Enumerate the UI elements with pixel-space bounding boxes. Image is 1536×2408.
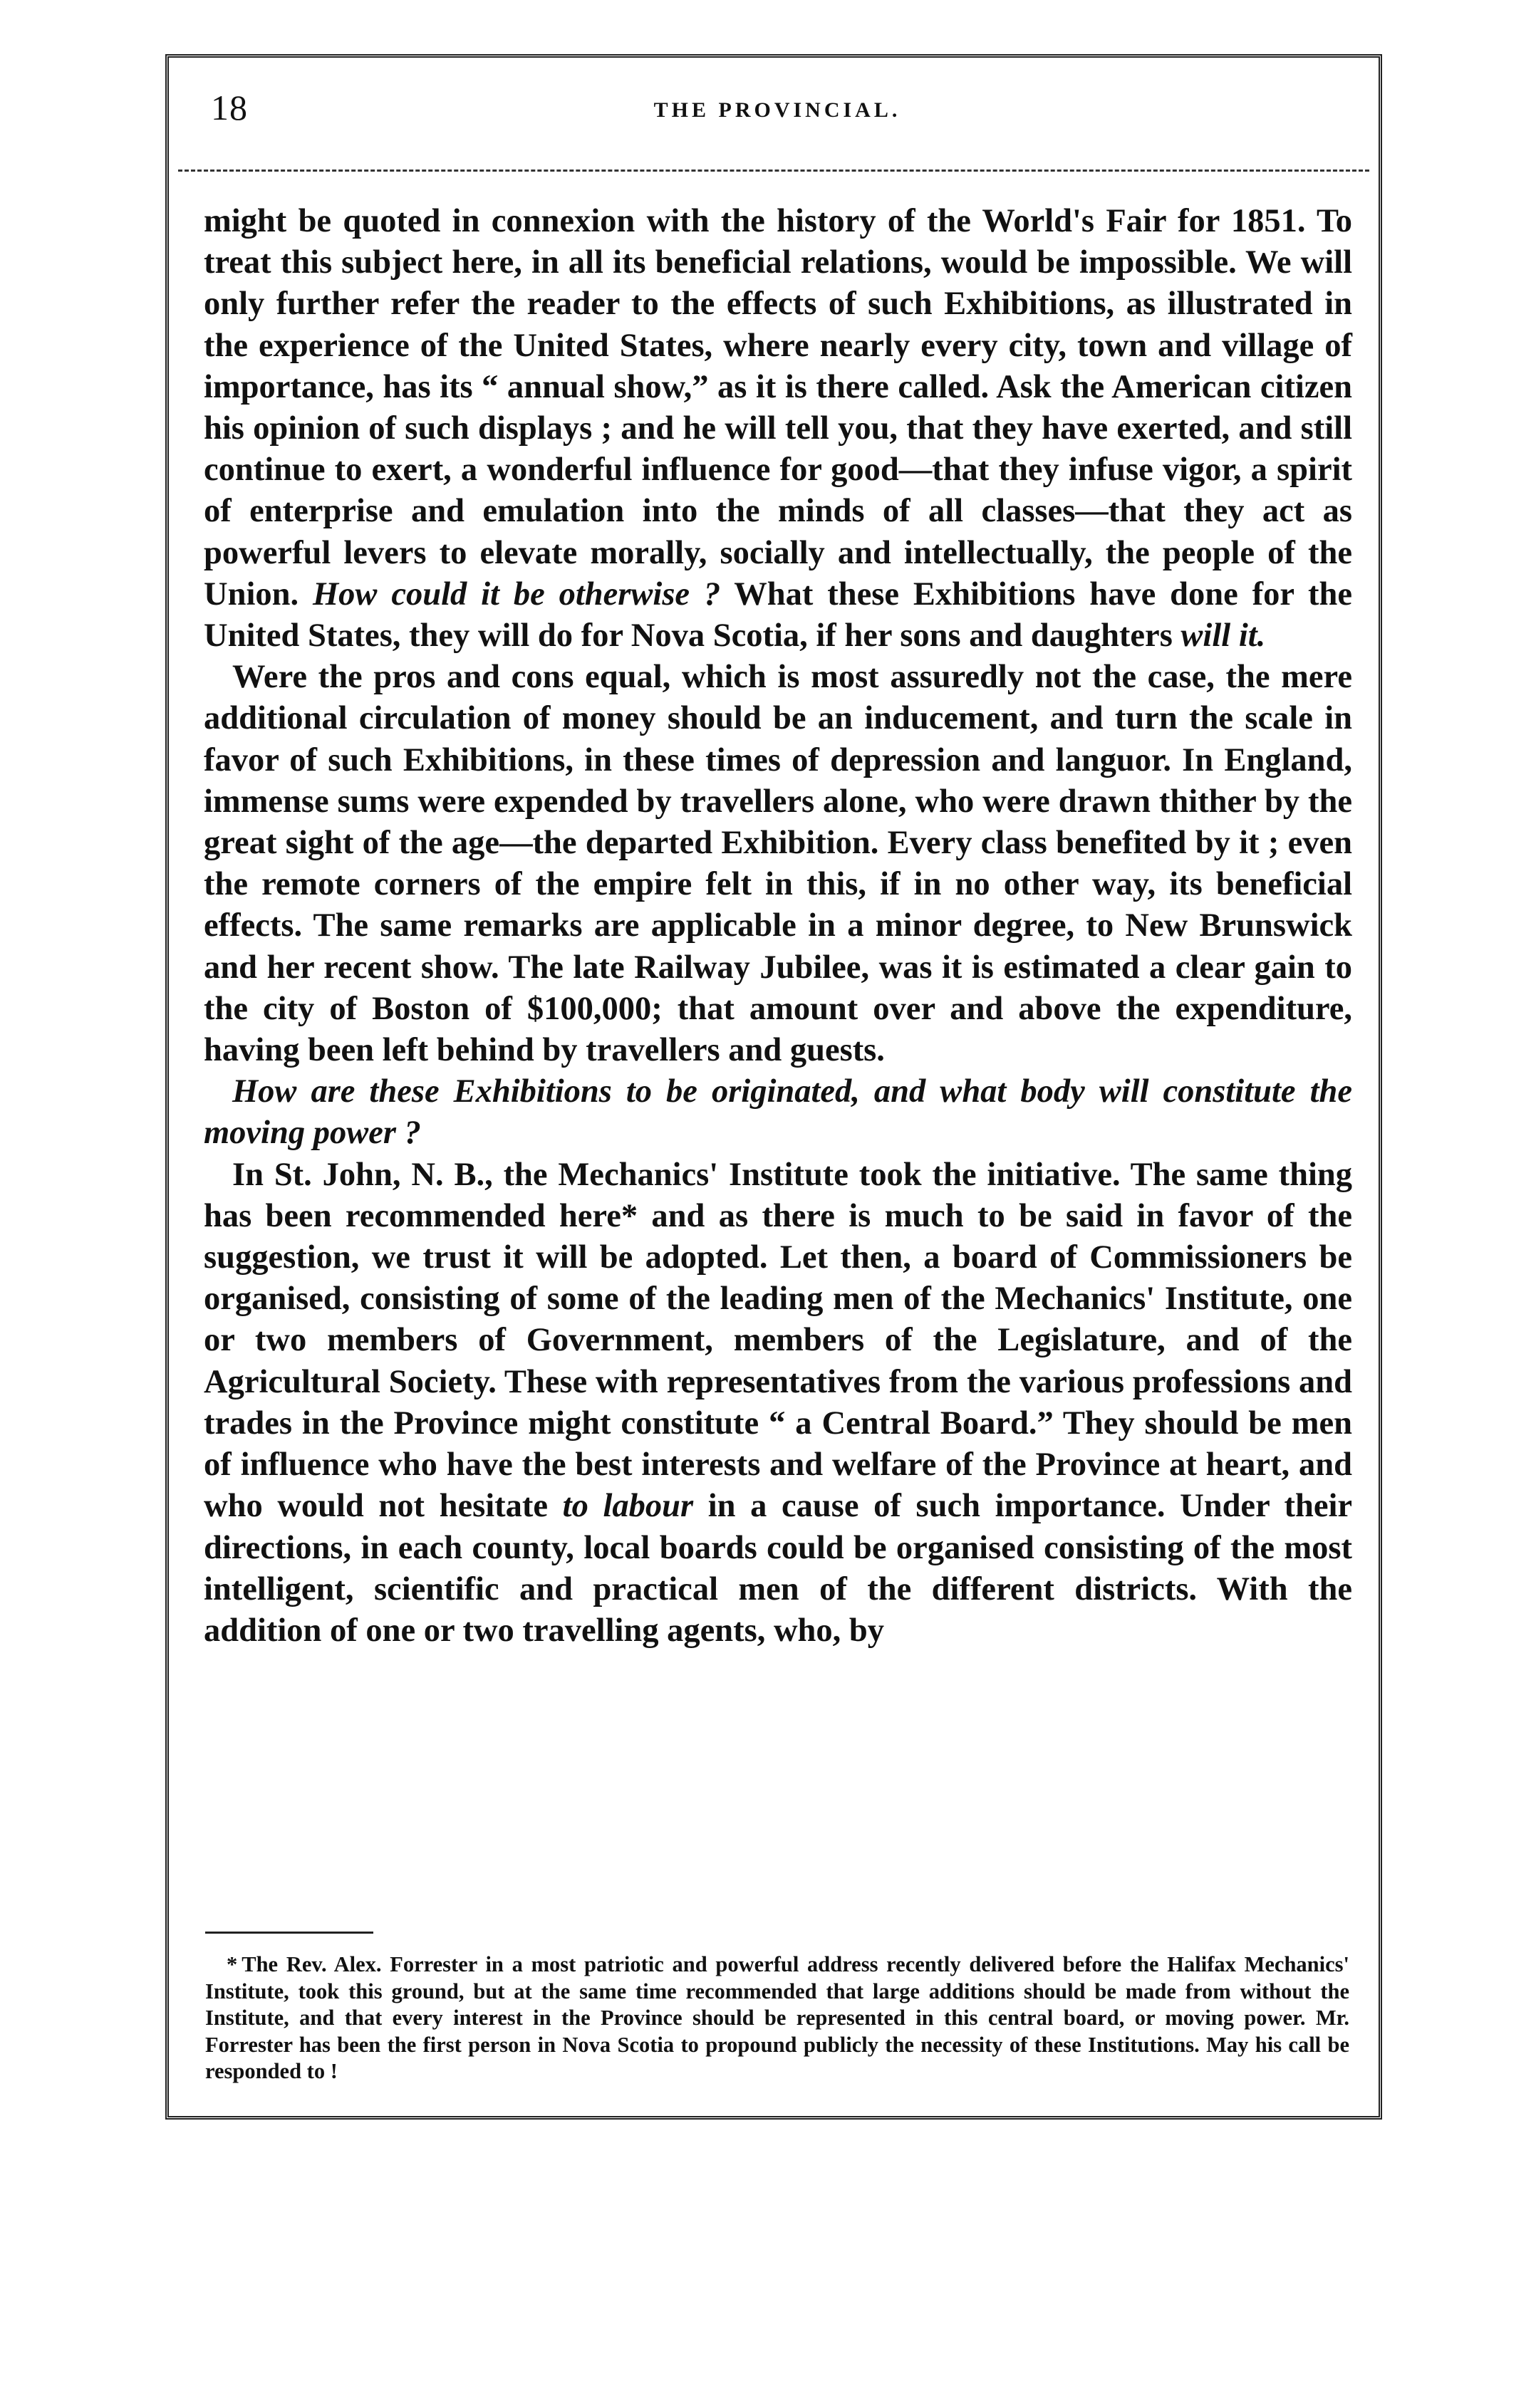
footnote-text: The Rev. Alex. Forrester in a most patriotic and powerful address recently delivered before the Halifax Mechanics' Institute, took this ground, but at the same time recommended that large additions should be made from without the Institute, and that every interest in the Province should be represented in this central board, or moving power. Mr. Forrester has been the first person in Nova Scotia to propound publicly the necessity of these Institutions. May his call be responded to !	[205, 1952, 1349, 2083]
running-head	[211, 84, 1344, 148]
paragraph	[204, 1155, 1352, 1652]
page-number: 18	[211, 88, 248, 127]
italic-phrase: to labour	[562, 1488, 694, 1525]
question-paragraph: How are these Exhibitions to be originated, and what body will constitute the moving power ?	[204, 1073, 1352, 1152]
italic-phrase: How could it be otherwise ?	[313, 575, 721, 613]
paragraph-text: In St. John, N. B., the Mechanics' Institute took the initiative. The same thing has been recommended here* and as there is much to be said in favor of the suggestion, we trust it will be adopted. Let then, a board of Commissioners be organised, consisting of some of the leading men of the Mechanics' Institute, one or two members of Government, members of the Legislature, and of the Agricultural Society. These with representatives from the various professions and trades in the Province might constitute “ a Central Board.” They should be men of influence who have the best interests and welfare of the Province at heart, and who would not hesitate	[204, 1156, 1352, 1525]
footnote	[205, 1951, 1349, 2085]
body-text	[204, 201, 1352, 1652]
running-title: THE PROVINCIAL.	[653, 98, 901, 122]
footnote-rule	[205, 1932, 373, 1934]
paragraph	[204, 201, 1352, 657]
paragraph-text: What these Exhibitions have done for the United States, they will do for Nova Scotia, if her sons and daughters	[204, 575, 1352, 655]
paragraph-text: might be quoted in connexion with the history of the World's Fair for 1851. To treat this subject here, in all its beneficial relations, would be impossible. We will only further refer the reader to the effects of such Exhibitions, as illustrated in the experience of the United States, where nearly every city, town and village of importance, has its “ annual show,” as it is there called. Ask the American citizen his opinion of such displays ; and he will tell you, that they have exerted, and still continue to exert, a wonderful influence for good—that they infuse vigor, a spirit of enterprise and emulation into the minds of all classes—that they act as powerful levers to elevate morally, socially and intellectually, the people of the Union.	[204, 203, 1352, 613]
header-rule	[178, 170, 1369, 172]
paragraph: Were the pros and cons equal, which is most assuredly not the case, the mere additional circulation of money should be an inducement, and turn the scale in favor of such Exhibitions, in these times of depression and languor. In England, immense sums were expended by travellers alone, who were drawn thither by the great sight of the age—the departed Exhibition. Every class benefited by it ; even the remote corners of the empire felt in this, if in no other way, its beneficial effects. The same remarks are applicable in a minor degree, to New Brunswick and her recent show. The late Railway Jubilee, was it is estimated a clear gain to the city of Boston of $100,000; that amount over and above the expenditure, having been left behind by travellers and guests.	[204, 659, 1352, 1069]
paragraph-text: in a cause of such importance. Under their directions, in each county, local boards could be organised consisting of the most intelligent, scientific and practical men of the different districts. With the addition of one or two travelling agents, who, by	[204, 1488, 1353, 1649]
italic-phrase: will it.	[1180, 617, 1266, 655]
footnote-marker: *	[227, 1952, 238, 1976]
